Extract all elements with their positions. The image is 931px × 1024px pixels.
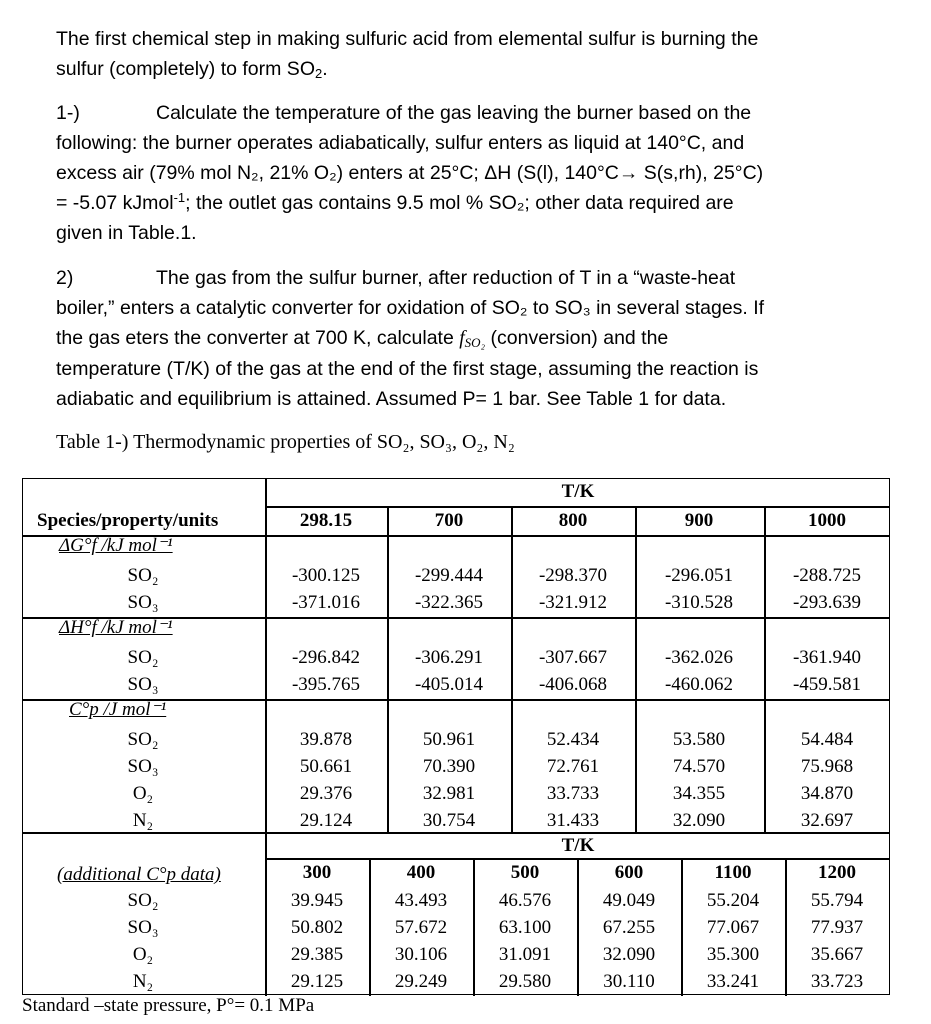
species-label: N₂ <box>132 971 154 992</box>
table-cell: 30.110 <box>603 971 655 992</box>
q2-line-4: temperature (T/K) of the gas at the end of the first stage, assuming the reaction is <box>56 358 759 380</box>
table-cell: 29.376 <box>299 783 353 804</box>
dh-label: ΔH°f /kJ mol⁻¹ <box>59 617 173 638</box>
q2-line-2: boiler,” enters a catalytic converter for oxidation of SO₂ to SO₃ in several stages. If <box>56 297 765 319</box>
table-cell: 33.241 <box>706 971 760 992</box>
table-cell: 32.090 <box>672 810 726 831</box>
table-cell: 50.802 <box>290 917 344 938</box>
temp-header: 1000 <box>808 510 846 531</box>
intro-line-1: The first chemical step in making sulfuric acid from elemental sulfur is burning the <box>56 28 759 50</box>
q1-line-3: excess air (79% mol N₂, 21% O₂) enters at 25°C; ΔH (S(l), 140°C→ S(s,rh), 25°C) <box>56 162 764 184</box>
q2-number: 2) <box>56 267 74 289</box>
table-cell: -306.291 <box>414 647 484 668</box>
q2-line-3: the gas eters the converter at 700 K, calculate $f_{SO_2}$ (conversion) and the <box>56 327 669 350</box>
table-cell: -293.639 <box>792 592 862 613</box>
species-label: SO₃ <box>127 674 159 695</box>
table-cell: 57.672 <box>394 917 448 938</box>
table-cell: 35.667 <box>810 944 864 965</box>
add-temp-header: 600 <box>614 862 644 883</box>
table-cell: -460.062 <box>664 674 734 695</box>
table-cell: -298.370 <box>538 565 608 586</box>
q1-number: 1-) <box>56 102 80 124</box>
intro-paragraph <box>56 24 851 84</box>
species-label: SO₃ <box>127 756 159 777</box>
species-label: O₂ <box>132 783 154 804</box>
species-label: SO₂ <box>127 647 159 668</box>
cp-label: C°p /J mol⁻¹ <box>69 699 167 720</box>
temp-header: 800 <box>558 510 588 531</box>
table-cell: -322.365 <box>414 592 484 613</box>
table-cell: 39.878 <box>299 729 353 750</box>
temp-header: 900 <box>684 510 714 531</box>
table-cell: 52.434 <box>546 729 600 750</box>
table-cell: 34.355 <box>672 783 726 804</box>
table-cell: -459.581 <box>792 674 862 695</box>
q2-line-5: adiabatic and equilibrium is attained. Assumed P= 1 bar. See Table 1 for data. <box>56 388 727 410</box>
temp-header: 298.15 <box>299 510 353 531</box>
table-cell: 72.761 <box>546 756 600 777</box>
table-cell: 55.204 <box>706 890 760 911</box>
table-cell: 49.049 <box>602 890 656 911</box>
species-label: SO₃ <box>127 917 159 938</box>
species-label: SO₂ <box>127 729 159 750</box>
table-cell: 43.493 <box>394 890 448 911</box>
dg-label: ΔG°f /kJ mol⁻¹ <box>59 535 173 556</box>
table-cell: 74.570 <box>672 756 726 777</box>
table-cell: 34.870 <box>800 783 854 804</box>
question-2 <box>56 263 851 414</box>
table-cell: -296.842 <box>291 647 361 668</box>
table-cell: 67.255 <box>602 917 656 938</box>
table-cell: 29.249 <box>394 971 448 992</box>
q1-line-4: = -5.07 kJmol$^{-1}$; the outlet gas contains 9.5 mol % SO₂; other data required are <box>56 190 734 214</box>
table-cell: 46.576 <box>498 890 552 911</box>
table-cell: 39.945 <box>290 890 344 911</box>
tk-header-2: T/K <box>561 835 595 856</box>
table-cell: 33.723 <box>810 971 864 992</box>
q1-line-2: following: the burner operates adiabatically, sulfur enters as liquid at 140°C, and <box>56 132 745 154</box>
table-cell: 33.733 <box>546 783 600 804</box>
table-cell: -300.125 <box>291 565 361 586</box>
table-cell: -307.667 <box>538 647 608 668</box>
temp-header: 700 <box>434 510 464 531</box>
add-temp-header: 400 <box>406 862 436 883</box>
table-cell: -296.051 <box>664 565 734 586</box>
table-cell: 31.433 <box>546 810 600 831</box>
table-cell: 29.385 <box>290 944 344 965</box>
q1-line-5: given in Table.1. <box>56 222 197 244</box>
species-label: SO₂ <box>127 565 159 586</box>
add-temp-header: 300 <box>302 862 332 883</box>
table-cell: 30.754 <box>422 810 476 831</box>
species-label: N₂ <box>132 810 154 831</box>
thermo-table <box>22 478 890 995</box>
table-cell: 32.981 <box>422 783 476 804</box>
table-cell: 77.937 <box>810 917 864 938</box>
q2-line-1: 2) The gas from the sulfur burner, after reduction of T in a “waste-heat <box>56 263 851 293</box>
table-cell: -321.912 <box>538 592 608 613</box>
species-label: SO₂ <box>127 890 159 911</box>
table-cell: 29.124 <box>299 810 353 831</box>
add-temp-header: 500 <box>510 862 540 883</box>
table-cell: 50.961 <box>422 729 476 750</box>
species-header: Species/property/units <box>37 510 219 531</box>
table-cell: 75.968 <box>800 756 854 777</box>
table-cell: -362.026 <box>664 647 734 668</box>
species-label: O₂ <box>132 944 154 965</box>
table-cell: 53.580 <box>672 729 726 750</box>
table-caption: Table 1-) Thermodynamic properties of SO₂, SO₃, O₂, N₂ <box>56 431 515 453</box>
table-cell: 63.100 <box>498 917 552 938</box>
table-cell: 77.067 <box>706 917 760 938</box>
table-cell: 32.697 <box>800 810 854 831</box>
species-label: SO₃ <box>127 592 159 613</box>
table-cell: -405.014 <box>414 674 484 695</box>
table-footer: Standard –state pressure, P°= 0.1 MPa <box>22 995 315 1016</box>
table-cell: 31.091 <box>498 944 552 965</box>
table-cell: -288.725 <box>792 565 862 586</box>
table-cell: 55.794 <box>810 890 864 911</box>
add-temp-header: 1200 <box>818 862 856 883</box>
table-cell: 50.661 <box>299 756 353 777</box>
table-cell: 29.580 <box>498 971 552 992</box>
table-cell: -406.068 <box>538 674 608 695</box>
intro-line-2: sulfur (completely) to form $SO_2$. <box>56 58 328 81</box>
add-temp-header: 1100 <box>714 862 752 883</box>
table-cell: -395.765 <box>291 674 361 695</box>
table-cell: -371.016 <box>291 592 361 613</box>
tk-header: T/K <box>561 481 595 502</box>
table-cell: -310.528 <box>664 592 734 613</box>
table-cell: -299.444 <box>414 565 484 586</box>
table-cell: 32.090 <box>602 944 656 965</box>
q1-line-1: 1-) Calculate the temperature of the gas leaving the burner based on the <box>56 98 851 128</box>
table-cell: 70.390 <box>422 756 476 777</box>
table-cell: 29.125 <box>290 971 344 992</box>
table-cell: -361.940 <box>792 647 862 668</box>
table-cell: 54.484 <box>800 729 854 750</box>
question-1 <box>56 98 851 248</box>
additional-cp-label: (additional C°p data) <box>57 864 221 885</box>
table-cell: 30.106 <box>394 944 448 965</box>
table-cell: 35.300 <box>706 944 760 965</box>
